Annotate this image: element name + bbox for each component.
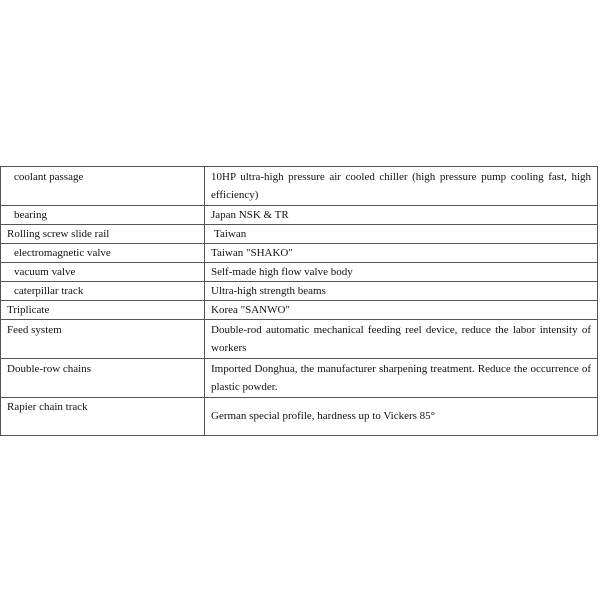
table-row [1, 320, 598, 359]
row-value: German special profile, hardness up to Vickers 85° [205, 398, 598, 436]
row-value: 10HP ultra-high pressure air cooled chiller (high pressure pump cooling fast, high efficiency) [205, 167, 598, 206]
table-row [1, 244, 598, 263]
row-label: Feed system [1, 320, 205, 359]
row-value: Ultra-high strength beams [205, 282, 598, 301]
table-row [1, 225, 598, 244]
row-value: Taiwan [205, 225, 598, 244]
row-label: Rolling screw slide rail [1, 225, 205, 244]
row-value: Japan NSK & TR [205, 206, 598, 225]
row-label: vacuum valve [1, 263, 205, 282]
table-row [1, 167, 598, 206]
row-label: caterpillar track [1, 282, 205, 301]
row-value: Self-made high flow valve body [205, 263, 598, 282]
row-value: Imported Donghua, the manufacturer sharpening treatment. Reduce the occurrence of plastic powder. [205, 359, 598, 398]
spec-table [0, 166, 598, 436]
row-label: Rapier chain track [1, 398, 205, 436]
table-row [1, 206, 598, 225]
row-label: bearing [1, 206, 205, 225]
table-row [1, 282, 598, 301]
row-value: Double-rod automatic mechanical feeding reel device, reduce the labor intensity of workers [205, 320, 598, 359]
row-value: Taiwan "SHAKO" [205, 244, 598, 263]
table-row [1, 301, 598, 320]
table-row [1, 263, 598, 282]
row-label: Double-row chains [1, 359, 205, 398]
row-label: Triplicate [1, 301, 205, 320]
row-label: electromagnetic valve [1, 244, 205, 263]
table-row [1, 398, 598, 436]
table-row [1, 359, 598, 398]
row-label: coolant passage [1, 167, 205, 206]
row-value: Korea "SANWO" [205, 301, 598, 320]
